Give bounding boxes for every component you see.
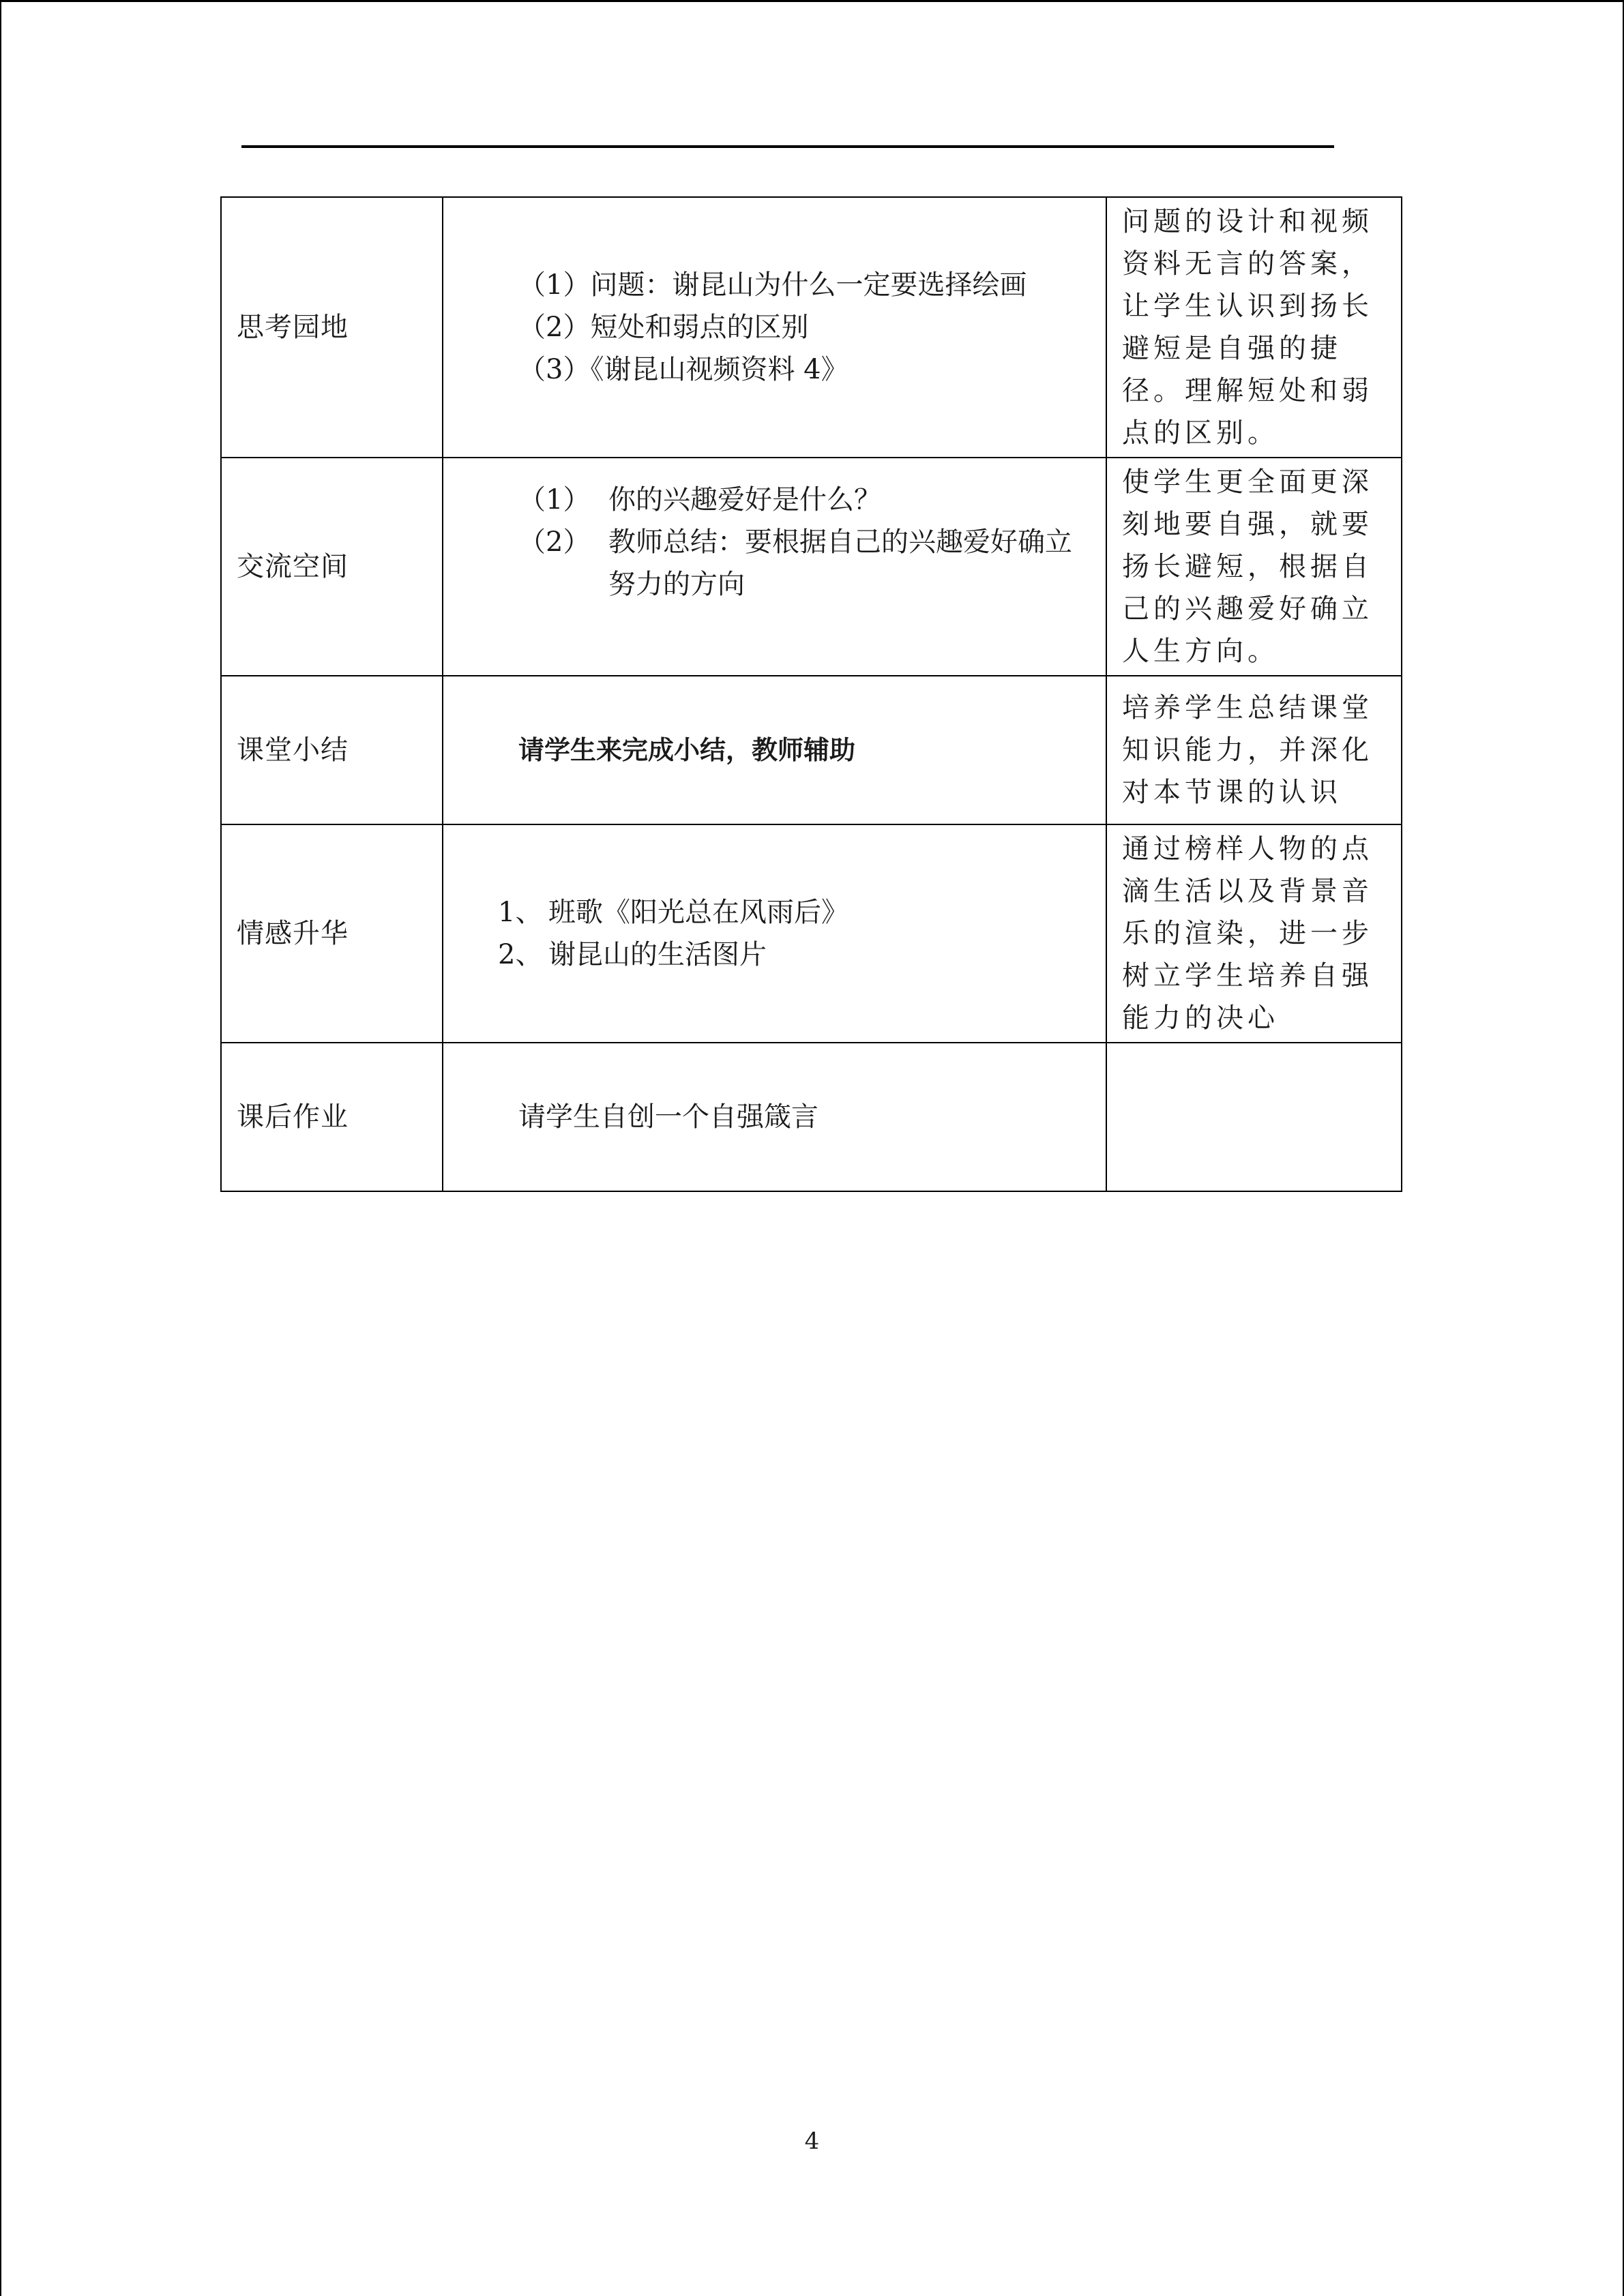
content-line: （2）短处和弱点的区别 [518,312,809,343]
numbered-item [518,521,1078,606]
row-label: 课后作业 [221,1043,443,1191]
item-number: 1、 [498,897,543,928]
table-row [221,824,1402,1043]
page-number: 4 [804,2128,820,2155]
table-row [221,676,1402,824]
row-content [443,676,1106,824]
item-text: 班歌《阳光总在风雨后》 [548,897,848,928]
list-item [498,934,1078,976]
row-label: 思考园地 [221,197,443,458]
homework-text: 请学生自创一个自强箴言 [518,1101,818,1133]
row-note [1106,1043,1402,1191]
item-number: （1） [518,484,591,516]
row-content [443,824,1106,1043]
row-content [443,197,1106,458]
table-row [221,1043,1402,1191]
item-number: （2） [518,526,591,558]
lesson-plan-table [220,196,1402,1192]
row-note: 使学生更全面更深刻地要自强，就要扬长避短，根据自己的兴趣爱好确立人生方向。 [1106,458,1402,676]
table-row [221,197,1402,458]
row-note: 问题的设计和视频资料无言的答案，让学生认识到扬长避短是自强的捷径。理解短处和弱点的区别。 [1106,197,1402,458]
row-note: 通过榜样人物的点滴生活以及背景音乐的渲染，进一步树立学生培养自强能力的决心 [1106,824,1402,1043]
table-row [221,458,1402,676]
row-label: 交流空间 [221,458,443,676]
item-text: 谢昆山的生活图片 [548,939,767,970]
list-item [498,891,1078,934]
item-text: 教师总结：要根据自己的兴趣爱好确立努力的方向 [608,526,1072,600]
row-note: 培养学生总结课堂知识能力，并深化对本节课的认识 [1106,676,1402,824]
numbered-item [518,479,1078,521]
content-line: （1）问题：谢昆山为什么一定要选择绘画 [518,269,1027,301]
row-label: 课堂小结 [221,676,443,824]
row-label: 情感升华 [221,824,443,1043]
row-content [443,458,1106,676]
content-line: （3）《谢昆山视频资料 4》 [518,354,848,385]
header-rule [241,145,1334,148]
item-number: 2、 [498,939,543,970]
item-text: 你的兴趣爱好是什么？ [608,484,881,516]
row-content [443,1043,1106,1191]
summary-text: 请学生来完成小结，教师辅助 [518,735,856,765]
